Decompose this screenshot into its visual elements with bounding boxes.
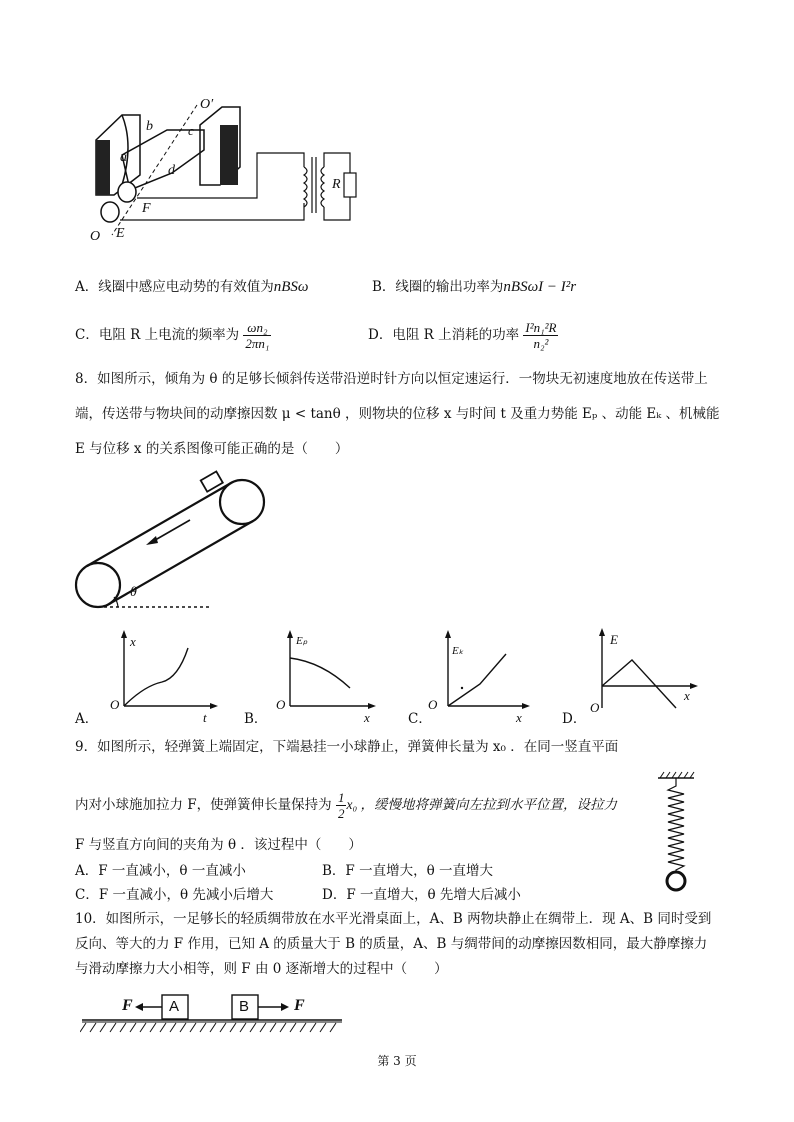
label-a: a [120, 150, 127, 165]
block-b-label: B [239, 998, 250, 1015]
q9-option-b: B．F 一直增大，θ 一直增大 [322, 863, 493, 879]
graph-d-option: D． [562, 711, 587, 727]
q10-line-2: 反向、等大的力 F 作用，已知 A 的质量大于 B 的质量，A、B 与绸带间的动摩擦因数相同，最大静摩擦力 [75, 936, 708, 952]
graph-c [440, 628, 535, 723]
q9-option-d: D．F 一直增大，θ 先增大后减小 [322, 887, 521, 903]
q8-line-1: 8．如图所示，倾角为 θ 的足够长倾斜传送带沿逆时针方向以恒定速运行．一物块无初速度地放在传送带上 [75, 371, 708, 387]
label-e: E [116, 226, 125, 241]
graph-d-ylabel: E [610, 632, 618, 647]
q8-line-2: 端，传送带与物块间的动摩擦因数 μ < tanθ ，则物块的位移 x 与时间 t 及重力势能 Eₚ 、动能 Eₖ 、机械能 [75, 406, 720, 422]
graph-c-option: C． [408, 711, 432, 727]
graph-c-origin: O [428, 697, 438, 712]
graph-c-xlabel: x [516, 710, 522, 725]
q7-d-fraction: $\frac{\text{I²n₁²R}}{\text{n₂²}}$ [525, 320, 557, 351]
q9-line-3: F 与竖直方向间的夹角为 θ ．该过程中（ ） [75, 837, 362, 853]
q9-option-c: C．F 一直减小，θ 先减小后增大 [75, 887, 274, 903]
graph-a-origin: O [110, 697, 120, 712]
label-s: S [206, 145, 217, 162]
q9-line-1: 9．如图所示，轻弹簧上端固定，下端悬挂一小球静止，弹簧伸长量为 x₀ ．在同一竖直平面 [75, 739, 619, 755]
graph-a-xlabel: t [203, 710, 207, 725]
belt-angle-label: θ [130, 585, 137, 600]
graph-b-option: B． [244, 711, 268, 727]
q10-line-1: 10．如图所示，一足够长的轻质绸带放在水平光滑桌面上，A、B 两物块静止在绸带上．现 A、B 同时受到 [75, 911, 712, 927]
label-c: c [188, 123, 194, 138]
block-a-label: A [169, 998, 180, 1015]
q7-c-fraction: $\frac{\text{ωn₂}}{\text{2πn₁}}$ [245, 320, 270, 351]
page-number: 第 3 页 [377, 1054, 417, 1068]
q7-option-b: B．线圈的输出功率为nBSωI − I²r [372, 279, 577, 295]
label-r: R [332, 177, 341, 192]
q7-option-d: D．电阻 R 上消耗的功率 $\frac{\text{I²n₁²R}}{\text{n₂²}}$ [368, 320, 557, 351]
graph-a-ylabel: x [130, 634, 136, 649]
graph-a-option: A． [75, 711, 99, 727]
label-o: O [90, 229, 101, 244]
q10-line-3: 与滑动摩擦力大小相等，则 F 由 0 逐渐增大的过程中（ ） [75, 961, 448, 977]
label-b: b [146, 119, 153, 134]
force-left-label: F [122, 997, 133, 1014]
graph-d-xlabel: x [684, 688, 690, 703]
generator-labels [82, 95, 372, 250]
graph-b-xlabel: x [364, 710, 370, 725]
force-right-label: F [294, 997, 305, 1014]
graph-b-ylabel: Eₚ [296, 635, 308, 647]
q7-option-c: C．电阻 R 上电流的频率为 $\frac{\text{ωn₂}}{\text{2πn₁}}$ [75, 320, 270, 351]
label-d: d [168, 163, 175, 178]
graph-d-origin: O [590, 700, 600, 715]
graph-b-origin: O [276, 697, 286, 712]
graph-a [110, 628, 220, 723]
graph-c-ylabel: Eₖ [452, 645, 464, 657]
q8-line-3: E 与位移 x 的关系图像可能正确的是（ ） [75, 441, 349, 457]
label-f: F [142, 201, 151, 216]
q7-option-a: A．线圈中感应电动势的有效值为nBSω [75, 279, 309, 295]
q9-half-fraction: $\frac{1}{2}$ [337, 790, 345, 821]
label-o-prime: O′ [200, 97, 214, 112]
blocks-figure [80, 990, 350, 1040]
q9-option-a: A．F 一直减小，θ 一直减小 [75, 863, 246, 879]
q9-line-2: 内对小球施加拉力 F，使弹簧伸长量保持为 $\frac{1}{2}$ x₀ ，缓慢地将弹簧向左拉到水平位置，设拉力 [75, 790, 618, 821]
conveyor-belt-figure [70, 470, 270, 610]
graph-b [280, 628, 380, 723]
spring-figure [650, 770, 700, 895]
